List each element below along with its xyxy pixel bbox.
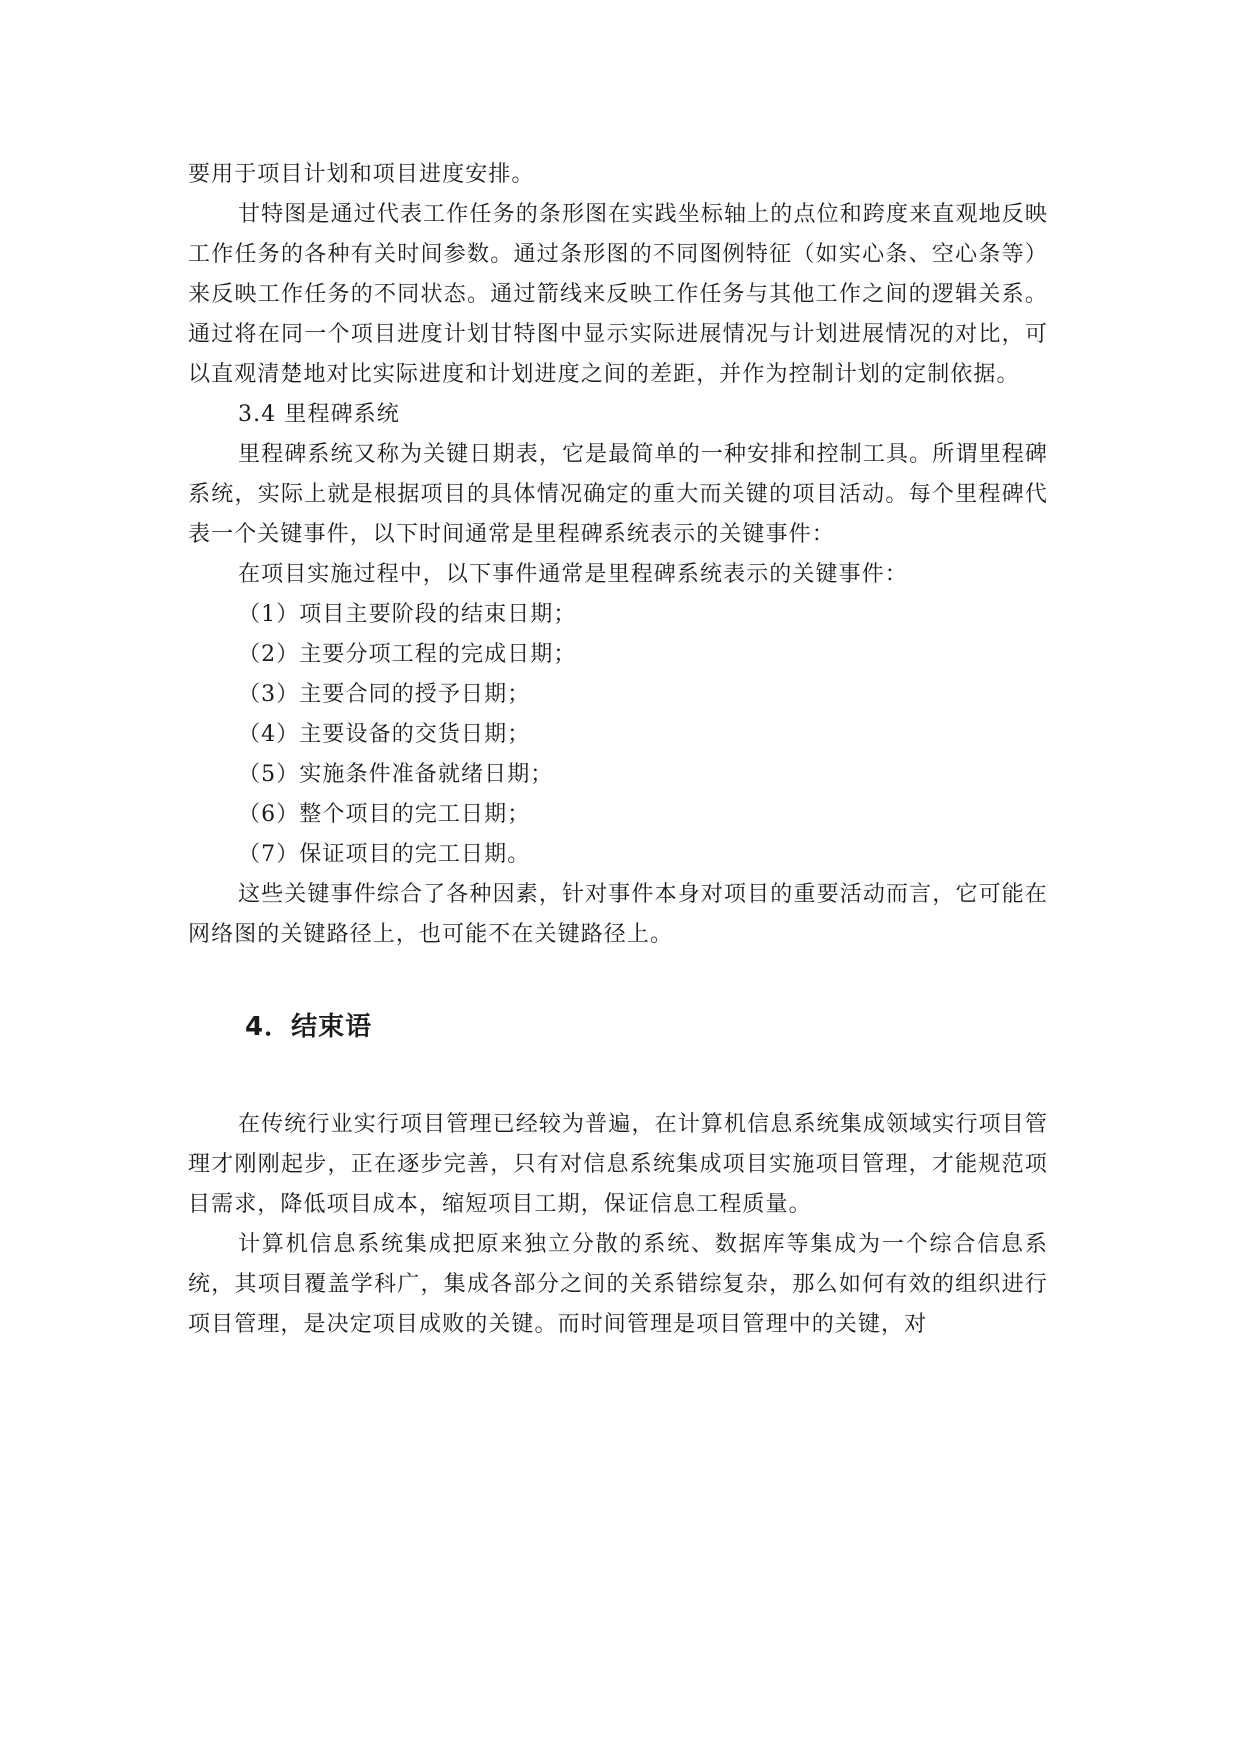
paragraph-conclusion-2: 计算机信息系统集成把原来独立分散的系统、数据库等集成为一个综合信息系统，其项目覆盖学科广，集成各部分之间的关系错综复杂，那么如何有效的组织进行项目管理，是决定项目成败的关键。而时间管理是项目管理中的关键，对 xyxy=(188,1232,1048,1337)
paragraph-conclusion-1: 在传统行业实行项目管理已经较为普遍，在计算机信息系统集成领域实行项目管理才刚刚起步，正在逐步完善，只有对信息系统集成项目实施项目管理，才能规范项目需求，降低项目成本，缩短项目工期，保证信息工程质量。 xyxy=(188,1112,1048,1217)
paragraph-milestone: 里程碑系统又称为关键日期表，它是最简单的一种安排和控制工具。所谓里程碑系统，实际上就是根据项目的具体情况确定的重大而关键的项目活动。每个里程碑代表一个关键事件，以下时间通常是里程碑系统表示的关键事件： xyxy=(188,442,1048,547)
document-body xyxy=(188,155,1048,1345)
list-item: （4）主要设备的交货日期； xyxy=(238,722,531,747)
list-item: （6）整个项目的完工日期； xyxy=(238,802,531,827)
list-item: （1）项目主要阶段的结束日期； xyxy=(238,602,577,627)
list-item: （2）主要分项工程的完成日期； xyxy=(238,642,577,667)
list-item: （5）实施条件准备就绪日期； xyxy=(238,762,554,787)
paragraph-intro-end: 要用于项目计划和项目进度安排。 xyxy=(188,162,535,187)
subsection-heading: 3.4 里程碑系统 xyxy=(238,402,400,427)
paragraph-gantt: 甘特图是通过代表工作任务的条形图在实践坐标轴上的点位和跨度来直观地反映工作任务的各种有关时间参数。通过条形图的不同图例特征（如实心条、空心条等）来反映工作任务的不同状态。通过箭线来反映工作任务与其他工作之间的逻辑关系。通过将在同一个项目进度计划甘特图中显示实际进展情况与计划进展情况的对比，可以直观清楚地对比实际进度和计划进度之间的差距，并作为控制计划的定制依据。 xyxy=(188,202,1048,387)
milestone-event-list xyxy=(188,595,1048,875)
paragraph-events-intro: 在项目实施过程中，以下事件通常是里程碑系统表示的关键事件： xyxy=(238,562,908,587)
section-heading: 4．结束语 xyxy=(245,1012,373,1042)
list-item: （7）保证项目的完工日期。 xyxy=(238,842,531,867)
paragraph-key-events: 这些关键事件综合了各种因素，针对事件本身对项目的重要活动而言，它可能在网络图的关键路径上，也可能不在关键路径上。 xyxy=(188,882,1048,947)
list-item: （3）主要合同的授予日期； xyxy=(238,682,531,707)
